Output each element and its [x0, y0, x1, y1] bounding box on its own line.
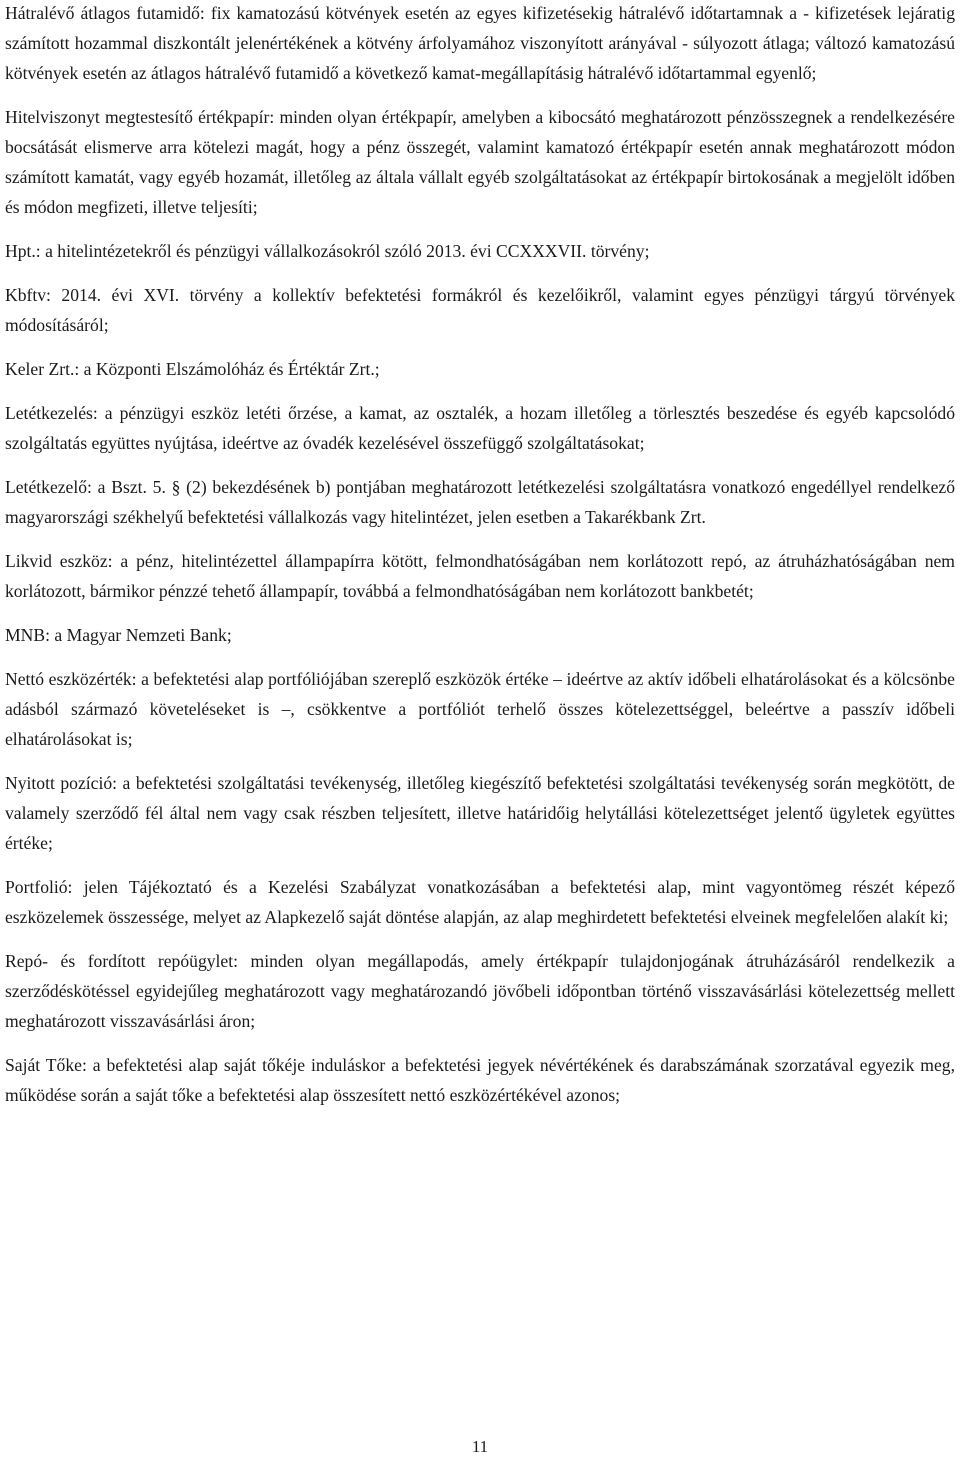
paragraph-spacer [5, 266, 955, 280]
definition-hitelviszonyt-megtestesito-ertekpapir: Hitelviszonyt megtestesítő értékpapír: minden olyan értékpapír, amelyben a kibocsátó meghatározott pénzösszegnek a rendelkezésére bocsátását elismerve arra kötelezi magát, hogy a pénz összegét, valamint kamatozó értékpapír esetén annak meghatározott módon számított kamatát, vagy egyéb hozamát, illetőleg az általa vállalt egyéb szolgáltatásokat az értékpapír birtokosának a megjelölt időben és módon megfizeti, illetve teljesíti; [5, 107, 955, 217]
document-page [5, 0, 955, 1110]
paragraph-spacer [5, 858, 955, 872]
paragraph-spacer [5, 88, 955, 102]
definition-letetkezeles: Letétkezelés: a pénzügyi eszköz letéti őrzése, a kamat, az osztalék, a hozam illetőleg a törlesztés beszedése és egyéb kapcsolódó szolgáltatás együttes nyújtása, ideértve az óvadék kezelésével összefüggő szolgáltatásokat; [5, 403, 955, 453]
definition-keler: Keler Zrt.: a Központi Elszámolóház és Értéktár Zrt.; [5, 359, 380, 379]
definition-hpt: Hpt.: a hitelintézetekről és pénzügyi vállalkozásokról szóló 2013. évi CCXXXVII. törvény; [5, 241, 650, 261]
paragraph-spacer [5, 340, 955, 354]
definition-letetkezelo: Letétkezelő: a Bszt. 5. § (2) bekezdésének b) pontjában meghatározott letétkezelési szolgáltatásra vonatkozó engedéllyel rendelkező magyarországi székhelyű befektetési vállalkozás vagy hitelintézet, jelen esetben a Takarékbank Zrt. [5, 477, 955, 527]
paragraph-spacer [5, 1036, 955, 1050]
definition-kbftv: Kbftv: 2014. évi XVI. törvény a kollektív befektetési formákról és kezelőikről, valamint egyes pénzügyi tárgyú törvények módosításáról; [5, 285, 955, 335]
paragraph-spacer [5, 606, 955, 620]
page-number: 11 [471, 1437, 489, 1456]
paragraph-spacer [5, 458, 955, 472]
paragraph-spacer [5, 650, 955, 664]
definition-sajat-toke: Saját Tőke: a befektetési alap saját tőkéje induláskor a befektetési jegyek névértékének és darabszámának szorzatával egyezik meg, működése során a saját tőke a befektetési alap összesített nettó eszközértékével azonos; [5, 1055, 955, 1105]
definition-repo-es-forditott-repougylet: Repó- és fordított repóügylet: minden olyan megállapodás, amely értékpapír tulajdonjogának átruházásáról rendelkezik a szerződéskötéssel egyidejűleg meghatározott vagy meghatározandó jövőbeli időpontban történő visszavásárlási kötelezettség mellett meghatározott visszavásárlási áron; [5, 951, 955, 1031]
definition-likvid-eszkoz: Likvid eszköz: a pénz, hitelintézettel állampapírra kötött, felmondhatóságában nem korlátozott repó, az átruházhatóságában nem korlátozott, bármikor pénzzé tehető állampapír, továbbá a felmondhatóságában nem korlátozott bankbetét; [5, 551, 955, 601]
paragraph-spacer [5, 222, 955, 236]
definition-nyitott-pozicio: Nyitott pozíció: a befektetési szolgáltatási tevékenység, illetőleg kiegészítő befektetési szolgáltatási tevékenység során megkötött, de valamely szerződő fél által nem vagy csak részben teljesített, illetve határidőig helytállási kötelezettséget jelentő ügyletek együttes értéke; [5, 773, 955, 853]
paragraph-spacer [5, 754, 955, 768]
paragraph-spacer [5, 384, 955, 398]
definition-netto-eszkozertek: Nettó eszközérték: a befektetési alap portfóliójában szereplő eszközök értéke – ideértve az aktív időbeli elhatárolásokat és a kölcsönbe adásból származó követeléseket is –, csökkentve a portfóliót terhelő összes kötelezettséggel, beleértve a passzív időbeli elhatárolásokat is; [5, 669, 955, 749]
paragraph-spacer [5, 532, 955, 546]
definition-mnb: MNB: a Magyar Nemzeti Bank; [5, 625, 232, 645]
paragraph-spacer [5, 932, 955, 946]
definition-hatralevo-atlagos-futamido: Hátralévő átlagos futamidő: fix kamatozású kötvények esetén az egyes kifizetésekig hátralévő időtartamnak a - kifizetések lejáratig számított hozammal diszkontált jelenértékének a kötvény árfolyamához viszonyított arányával - súlyozott átlaga; változó kamatozású kötvények esetén az átlagos hátralévő futamidő a következő kamat-megállapításig hátralévő időtartammal egyenlő; [5, 3, 955, 83]
definition-portfolio: Portfolió: jelen Tájékoztató és a Kezelési Szabályzat vonatkozásában a befektetési alap, mint vagyontömeg részét képező eszközelemek összessége, melyet az Alapkezelő saját döntése alapján, az alap meghirdetett befektetési elveinek megfelelően alakít ki; [5, 877, 955, 927]
